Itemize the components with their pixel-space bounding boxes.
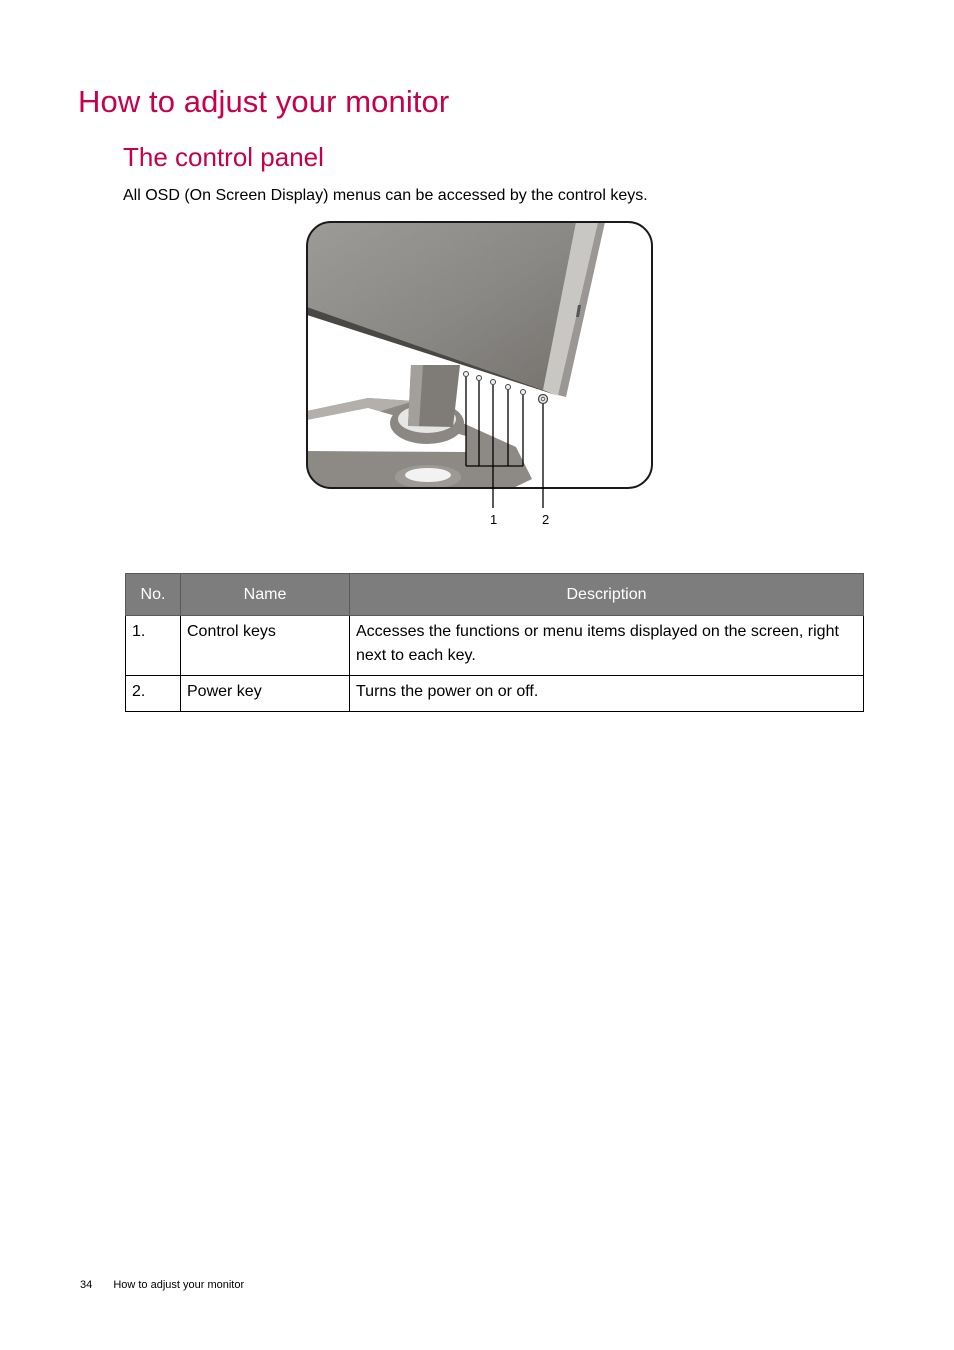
cell-description: Turns the power on or off.: [350, 676, 864, 712]
header-name: Name: [181, 574, 350, 616]
table-row: [126, 676, 864, 712]
monitor-illustration-svg: [300, 215, 660, 535]
callout-label-1: 1: [490, 512, 498, 527]
page-footer: [80, 1279, 244, 1291]
cell-no: 1.: [126, 616, 181, 676]
control-key-3: [491, 380, 496, 385]
page-number: 34: [80, 1279, 93, 1291]
control-keys-table: [125, 573, 864, 712]
control-key-1: [464, 372, 469, 377]
table-header-row: [126, 574, 864, 616]
table-row: [126, 616, 864, 676]
cell-name: Control keys: [181, 616, 350, 676]
control-key-5: [521, 390, 526, 395]
intro-paragraph: All OSD (On Screen Display) menus can be accessed by the control keys.: [123, 187, 648, 204]
section-title: The control panel: [123, 142, 324, 172]
power-key: [539, 395, 548, 404]
control-key-4: [506, 385, 511, 390]
cell-description: Accesses the functions or menu items displayed on the screen, right next to each key.: [350, 616, 864, 676]
monitor-control-panel-illustration: [300, 215, 660, 535]
cell-no: 2.: [126, 676, 181, 712]
footer-section-title: How to adjust your monitor: [113, 1279, 245, 1291]
cell-name: Power key: [181, 676, 350, 712]
header-no: No.: [126, 574, 181, 616]
control-key-2: [477, 376, 482, 381]
callout-label-2: 2: [542, 512, 550, 527]
page-title: How to adjust your monitor: [78, 84, 450, 119]
header-description: Description: [350, 574, 864, 616]
